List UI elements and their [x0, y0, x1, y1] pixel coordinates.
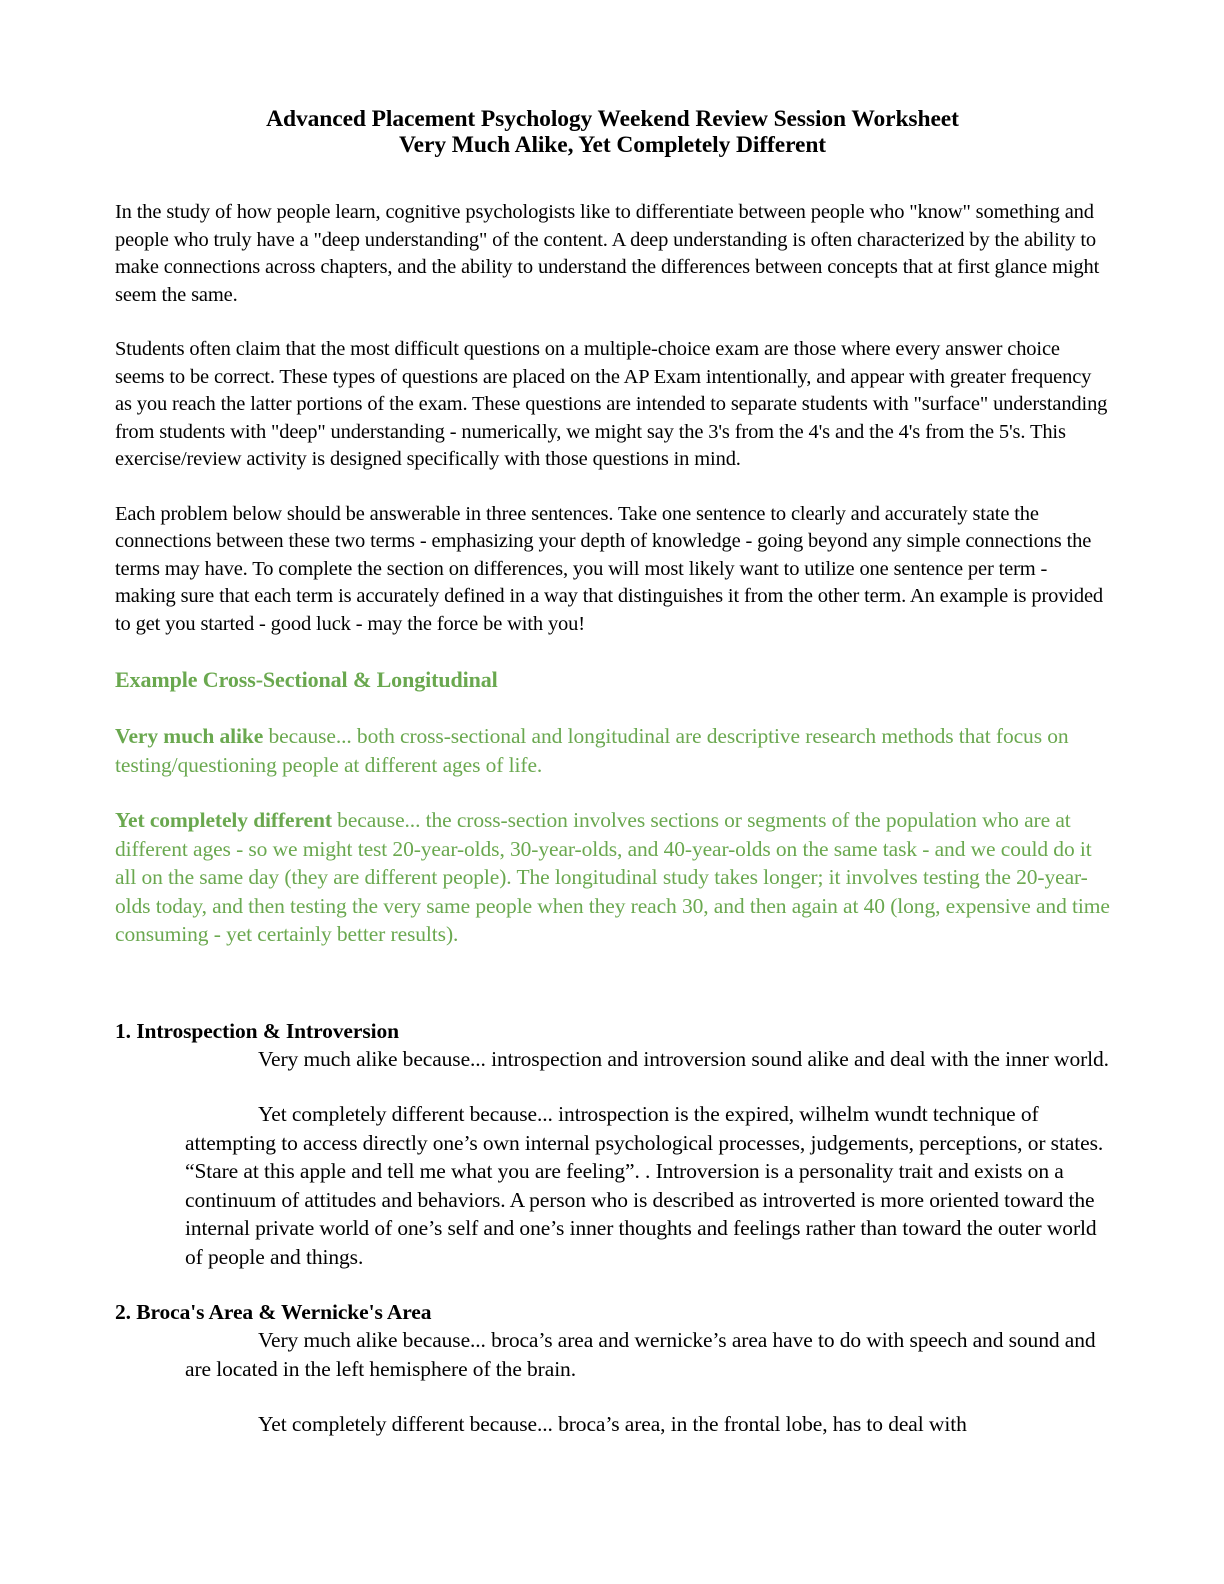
- example-alike-text: because... both cross-sectional and longitudinal are descriptive research methods that focus on testing/questioning people at different ages of life.: [115, 724, 1069, 777]
- spacer: [115, 158, 1110, 185]
- item-2-yet-completely-different: Yet completely different because... broca’s area, in the frontal lobe, has to deal with: [258, 1412, 967, 1436]
- item-1-yet-completely-different: Yet completely different because... introspection is the expired, wilhelm wundt technique of attempting to access directly one’s own internal psychological processes, judgements, perceptions, or states. “Stare at this apple and tell me what you are feeling”. . Introversion is a personality trait and exists on a continuum of attitudes and behaviors. A person who is described as introverted is more oriented toward the internal private world of one’s self and one’s inner thoughts and feelings rather than toward the outer world of people and things.: [185, 1102, 1104, 1269]
- spacer: [115, 949, 1110, 976]
- title-line-2: Very Much Alike, Yet Completely Different: [398, 132, 827, 158]
- item-heading-1: 1. Introspection & Introversion: [115, 1018, 399, 1043]
- example-alike-label: Very much alike: [115, 724, 264, 748]
- spacer: [115, 779, 1110, 806]
- page-title: [115, 106, 1110, 158]
- spacer: [115, 638, 1110, 665]
- example-section-heading: Example Cross-Sectional & Longitudinal: [115, 667, 498, 692]
- example-yet-completely-different: [115, 806, 1110, 949]
- intro-paragraph-2: Students often claim that the most difficult questions on a multiple-choice exam are those where every answer choice seems to be correct. These types of questions are placed on the AP Exam intentionally, and appear with greater frequency as you reach the latter portions of the exam. These questions are intended to separate students with "surface" understanding from students with "deep" understanding - numerically, we might say the 3's from the 4's and the 4's from the 5's. This exercise/review activity is designed specifically with those questions in mind.: [115, 338, 1108, 470]
- example-different-label: Yet completely different: [115, 808, 332, 832]
- item-heading-2: 2. Broca's Area & Wernicke's Area: [115, 1300, 432, 1324]
- intro-paragraph-3: Each problem below should be answerable in three sentences. Take one sentence to clearly and accurately state the connections between these two terms - emphasizing your depth of knowledge - going beyond any simple connections the terms may have. To complete the section on differences, you will most likely want to utilize one sentence per term - making sure that each term is accurately defined in a way that distinguishes it from the other term. An example is provided to get you started - good luck - may the force be with you!: [115, 502, 1104, 635]
- spacer: [115, 1271, 1110, 1298]
- spacer: [115, 695, 1110, 722]
- spacer: [115, 1073, 1110, 1100]
- intro-paragraph-1: In the study of how people learn, cognitive psychologists like to differentiate between people who "know" something and people who truly have a "deep understanding" of the content. A deep understanding is often characterized by the ability to make connections across chapters, and the ability to understand the differences between concepts that at first glance might seem the same.: [115, 201, 1100, 306]
- spacer: [115, 976, 1110, 1003]
- spacer: [115, 185, 1110, 199]
- spacer: [115, 1383, 1110, 1410]
- spacer: [115, 474, 1110, 501]
- example-different-text: because... the cross-section involves sections or segments of the population who are at different ages - so we might test 20-year-olds, 30-year-olds, and 40-year-olds on the same task - and we could do it all on the same day (they are different people). The longitudinal study takes longer; it involves testing the 20-year-olds today, and then testing the very same people when they reach 30, and then again at 40 (long, expensive and time consuming - yet certainly better results).: [115, 808, 1110, 946]
- example-very-much-alike: [115, 722, 1110, 779]
- title-line-1: Advanced Placement Psychology Weekend Review Session Worksheet: [266, 106, 959, 132]
- spacer: [115, 309, 1110, 336]
- item-1-very-much-alike: Very much alike because... introspection and introversion sound alike and deal with the inner world.: [258, 1046, 1109, 1071]
- spacer: [115, 1003, 1110, 1017]
- item-2-very-much-alike: Very much alike because... broca’s area and wernicke’s area have to do with speech and sound and are located in the left hemisphere of the brain.: [185, 1328, 1096, 1381]
